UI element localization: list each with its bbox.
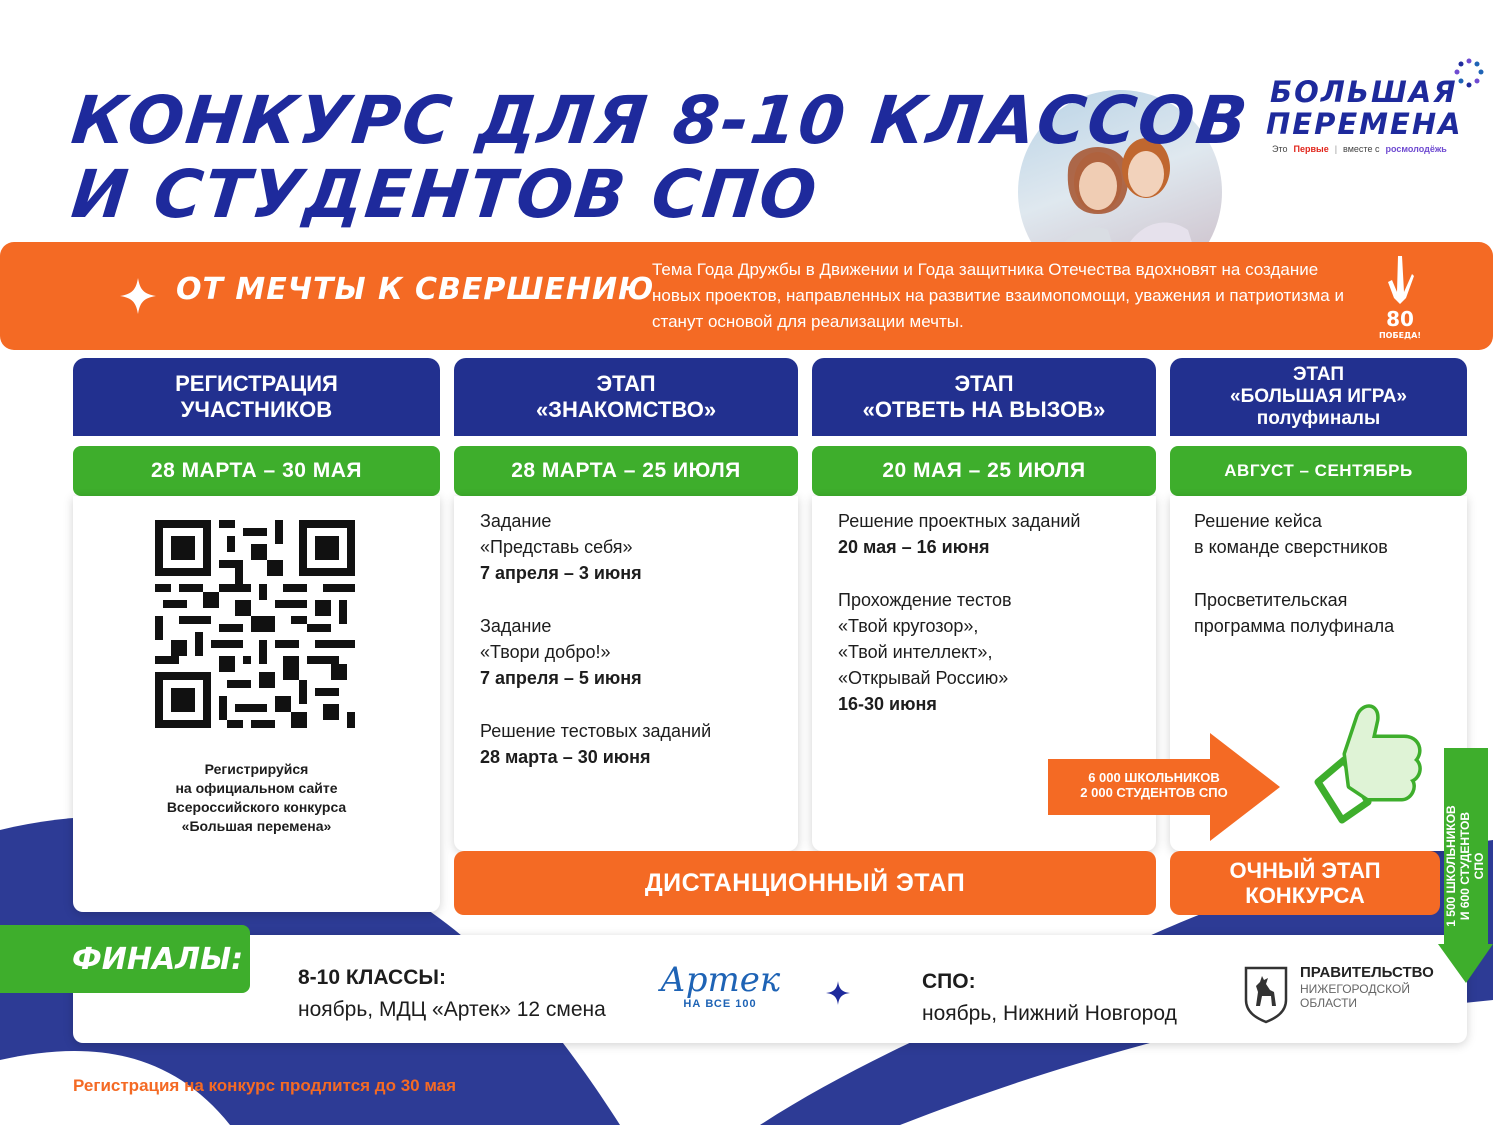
registration-note-line: «Большая перемена» [181,818,332,834]
task-item [838,508,1130,560]
logo-sub-with: вместе с [1343,144,1380,154]
task-item [480,718,772,770]
arrow-line: 6 000 ШКОЛЬНИКОВ [1088,770,1220,785]
stage-date: 28 МАРТА – 30 МАЯ [73,446,440,496]
task-line: Решение кейса [1194,511,1322,531]
task-date: 7 апреля – 3 июня [480,563,642,583]
artek-logo-name: Артек [660,960,781,1000]
logo-partners [1272,144,1447,154]
page-title [68,82,1253,233]
logo-dots-icon [1454,58,1484,88]
task-date: 16-30 июня [838,694,937,714]
stage-header-line: ЭТАП [954,371,1014,396]
registration-note-line: Всероссийского конкурса [166,799,347,815]
task-item [1194,587,1443,639]
finals-school [298,962,606,1026]
arrow-line: 2 000 СТУДЕНТОВ СПО [1080,785,1228,800]
title-line-2: И СТУДЕНТОВ СПО [68,156,822,233]
stage-header-line: полуфиналы [1256,408,1381,429]
offline-stage-line: КОНКУРСА [1245,883,1365,908]
stage-header-line: ЭТАП [596,371,656,396]
finals-tag [0,925,250,993]
task-line: Прохождение тестов [838,590,1012,610]
stage-header-line: УЧАСТНИКОВ [180,397,333,422]
theme-banner [0,242,1493,350]
task-date: 28 марта – 30 июня [480,747,651,767]
finals-school-title: 8-10 КЛАССЫ: [298,966,446,989]
task-line: Задание [480,511,552,531]
nizhny-government-logo [1242,964,1434,1024]
thumbs-up-icon [1306,690,1430,826]
finals-spo-text: ноябрь, Нижний Новгород [922,1002,1177,1025]
stage-header [1170,358,1467,436]
victory-80-emblem [1370,252,1430,342]
stage-header-line: ЭТАП [1292,364,1345,385]
stage-body [454,496,798,851]
registration-deadline-note: Регистрация на конкурс продлится до 30 мая [73,1076,457,1095]
task-line: «Представь себя» [480,537,633,557]
deer-coat-of-arms-icon [1242,964,1290,1024]
artek-logo-tagline: НА ВСЕ 100 [683,998,757,1010]
stage-header [454,358,798,436]
stage-header-line: «ОТВЕТЬ НА ВЫЗОВ» [862,397,1106,422]
registration-qr-code[interactable] [155,520,355,728]
victory-word: ПОБЕДА! [1378,331,1422,340]
sparkle-separator-icon [826,981,850,1005]
registration-note-line: Регистрируйся [204,761,309,777]
stage-date: АВГУСТ – СЕНТЯБРЬ [1170,446,1467,496]
stage-header-line: РЕГИСТРАЦИЯ [175,371,338,396]
finals-spo [922,966,1177,1030]
government-line: ПРАВИТЕЛЬСТВО [1300,964,1434,981]
finals-school-text: ноябрь, МДЦ «Артек» 12 смена [298,998,606,1021]
task-date: 20 мая – 16 июня [838,537,990,557]
finals-spo-title: СПО: [922,970,976,993]
logo-sub-rosmol: росмолодёжь [1385,144,1447,154]
stage-body [73,496,440,912]
arrow-participants-text [1054,770,1254,800]
logo-sub-separator: | [1334,144,1338,154]
government-line: НИЖЕГОРОДСКОЙ [1300,982,1410,996]
logo-line-2: ПЕРЕМЕНА [1266,107,1463,141]
task-item [838,587,1130,717]
logo-sub-prefix: Это [1272,144,1288,154]
task-item [1194,508,1443,560]
finalists-count-text [1444,801,1486,931]
side-line: 1 500 ШКОЛЬНИКОВ [1444,805,1458,927]
registration-note-line: на официальном сайте [175,780,338,796]
stage-date: 28 МАРТА – 25 ИЮЛЯ [454,446,798,496]
banner-title: ОТ МЕЧТЫ К СВЕРШЕНИЮ [176,272,655,307]
finals-tag-label: ФИНАЛЫ: [72,941,244,977]
task-line: Решение проектных заданий [838,511,1081,531]
task-line: Просветительская [1194,590,1348,610]
victory-number: 80 [1386,307,1414,331]
government-text [1300,964,1434,1010]
stage-header-line: «ЗНАКОМСТВО» [535,397,717,422]
logo-sub-pervye: Первые [1293,144,1329,154]
stage-header-line: «БОЛЬШАЯ ИГРА» [1230,386,1407,407]
banner-text: Тема Года Дружбы в Движении и Года защитника Отечества вдохновят на создание новых проектов, направленных на развитие взаимопомощи, уважения и патриотизма и станут основой для реализации мечты. [652,260,1344,331]
task-line: «Твой кругозор», [838,616,979,636]
side-line: И 600 СТУДЕНТОВ СПО [1458,811,1486,921]
registration-note [73,760,440,836]
logo-line-1: БОЛЬШАЯ [1270,75,1458,109]
task-line: в команде сверстников [1194,537,1388,557]
stage-znakomstvo [454,358,798,851]
artek-logo [660,962,780,1022]
title-line-1: КОНКУРС ДЛЯ 8-10 КЛАССОВ [68,82,1253,159]
task-line: «Твой интеллект», [838,642,993,662]
task-line: программа полуфинала [1194,616,1395,636]
task-line: «Открывай Россию» [838,668,1009,688]
offline-stage-bar [1170,851,1440,915]
stage-header [73,358,440,436]
task-line: Решение тестовых заданий [480,721,712,741]
remote-stage-bar: ДИСТАНЦИОННЫЙ ЭТАП [454,851,1156,915]
task-item [480,508,772,586]
stage-date: 20 МАЯ – 25 ИЮЛЯ [812,446,1156,496]
task-date: 7 апреля – 5 июня [480,668,642,688]
task-item [480,613,772,691]
task-line: «Твори добро!» [480,642,611,662]
offline-stage-line: ОЧНЫЙ ЭТАП [1229,858,1381,883]
government-line: ОБЛАСТИ [1300,996,1358,1010]
stage-header [812,358,1156,436]
bolshaya-peremena-logo [1262,58,1484,168]
stage-registration [73,358,440,912]
task-line: Задание [480,616,552,636]
sparkle-icon [120,278,156,314]
